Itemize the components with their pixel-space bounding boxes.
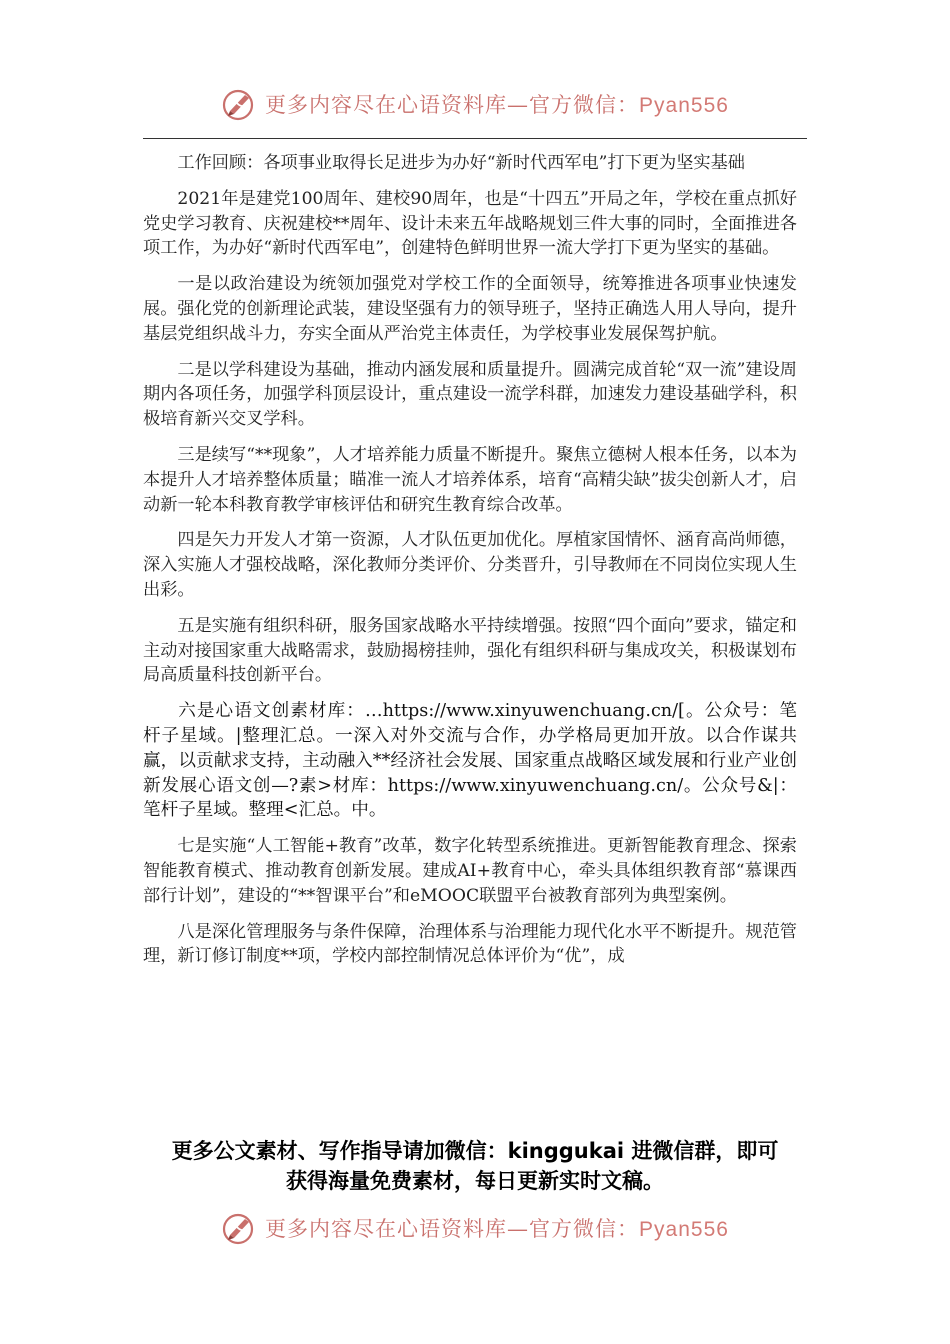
paragraph-title: 工作回顾：各项事业取得长足进步为办好“新时代西军电”打下更为坚实基础: [177, 153, 745, 173]
promo-line-2: 获得海量免费素材，每日更新实时文稿。: [286, 1169, 664, 1193]
paragraph-point-2: 二是以学科建设为基础，推动内涵发展和质量提升。圆满完成首轮“双一流”建设周期内各项任务，加强学科顶层设计，重点建设一流学科群，加速发力建设基础学科，积极培育新兴交叉学科。: [143, 359, 797, 430]
footer-banner-text: 更多内容尽在心语资料库—官方微信：Pyan556: [265, 1217, 729, 1241]
paragraph-overview: 2021年是建党100周年、建校90周年，也是“十四五”开局之年，学校在重点抓好党史学习教育、庆祝建校**周年、设计未来五年战略规划三件大事的同时，全面推进各项工作，为办好“新时代西军电”，创建特色鲜明世界一流大学打下更为坚实的基础。: [143, 188, 797, 259]
paragraph-point-1: 一是以政治建设为统领加强党对学校工作的全面领导，统筹推进各项事业快速发展。强化党的创新理论武装，建设坚强有力的领导班子，坚持正确选人用人导向，提升基层党组织战斗力，夯实全面从严治党主体责任，为学校事业发展保驾护航。: [143, 274, 797, 344]
header-wechat-id: Pyan556: [639, 94, 729, 117]
header-banner-text: 更多内容尽在心语资料库—官方微信：Pyan556: [265, 93, 729, 117]
paragraph-point-7: 七是实施“人工智能+教育”改革，数字化转型系统推进。更新智能教育理念、探索智能教育模式、推动教育创新发展。建成AI+教育中心，牵头具体组织教育部“慕课西部行计划”，建设的“**智课平台”和eMOOC联盟平台被教育部列为典型案例。: [143, 836, 797, 906]
paragraph-point-8: 八是深化管理服务与条件保障，治理体系与治理能力现代化水平不断提升。规范管理，新订修订制度**项，学校内部控制情况总体评价为“优”，成: [143, 921, 797, 967]
paragraph-point-4: 四是矢力开发人才第一资源，人才队伍更加优化。厚植家国情怀、涵育高尚师德，深入实施人才强校战略，深化教师分类评价、分类晋升，引导教师在不同岗位实现人生出彩。: [143, 530, 797, 600]
footer-banner: [0, 1206, 950, 1250]
promo-line-1: 更多公文素材、写作指导请加微信：kinggukai 进微信群，即可: [171, 1139, 779, 1163]
paragraph-point-6: 六是心语文创素材库：…https://www.xinyuwenchuang.cn/[。公众号：笔杆子星域。|整理汇总。一深入对外交流与合作，办学格局更加开放。以合作谋共赢，以贡献求支持，主动融入**经济社会发展、国家重点战略区域发展和行业产业创新发展心语文创—?素>材库：https://www.xinyuwenchuang.cn/。公众号&|：笔杆子星域。整理<汇总。中。: [143, 701, 797, 821]
footer-wechat-id: Pyan556: [639, 1218, 729, 1241]
paragraph-point-3: 三是续写“**现象”，人才培养能力质量不断提升。聚焦立德树人根本任务，以本为本提升人才培养整体质量；瞄准一流人才培养体系，培育“高精尖缺”拔尖创新人才，启动新一轮本科教育教学审核评估和研究生教育综合改革。: [143, 444, 797, 515]
header-divider: [143, 138, 807, 139]
pen-logo-icon: [221, 1210, 257, 1246]
header-banner: [0, 82, 950, 126]
promo-notice: [130, 1136, 820, 1196]
paragraph-point-5: 五是实施有组织科研，服务国家战略水平持续增强。按照“四个面向”要求，锚定和主动对接国家重大战略需求，鼓励揭榜挂帅，强化有组织科研与集成攻关，积极谋划布局高质量科技创新平台。: [143, 615, 797, 686]
pen-logo-icon: [221, 86, 257, 122]
document-body: [143, 151, 797, 980]
